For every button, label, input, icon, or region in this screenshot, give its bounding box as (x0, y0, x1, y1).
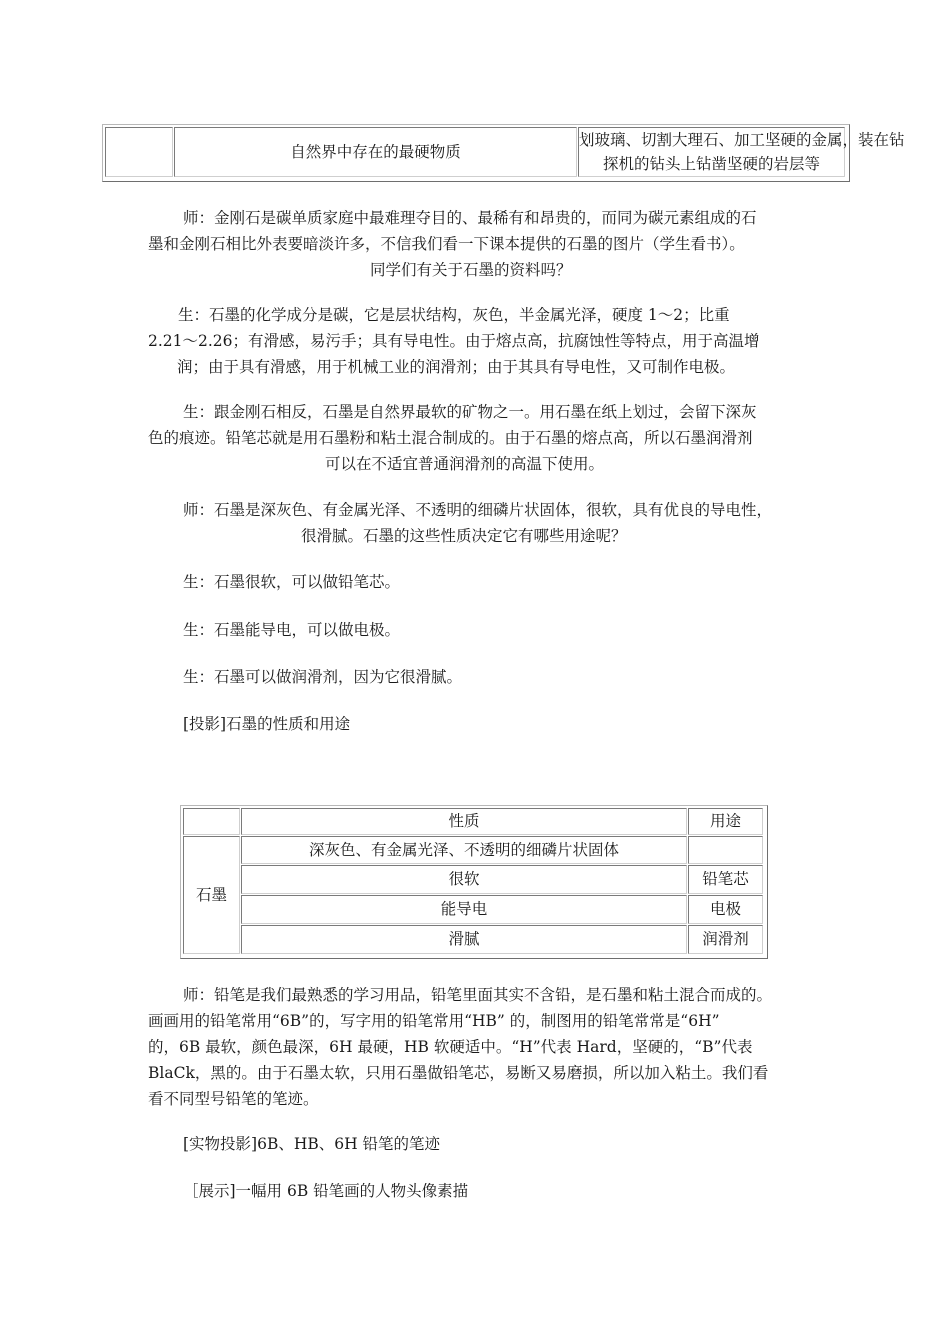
paragraph-3-line-3: 可以在不适宜普通润滑剂的高温下使用。 (325, 455, 605, 473)
row-1-use-cell (688, 836, 763, 864)
properties-table (180, 805, 768, 959)
row-1-property-text: 深灰色、有金属光泽、不透明的细磷片状固体 (308, 841, 619, 859)
row-3-property-text: 能导电 (440, 900, 488, 918)
paragraph-4-line-1: 师：石墨是深灰色、有金属光泽、不透明的细磷片状固体，很软，具有优良的导电性， (183, 501, 773, 519)
paragraph-1-line-3: 同学们有关于石墨的资料吗？ (370, 261, 572, 279)
paragraph-7: 生：石墨可以做润滑剂，因为它很滑腻。 (183, 668, 463, 686)
top-table-cell-1 (105, 127, 173, 177)
top-table (102, 124, 905, 182)
row-2-property-text: 很软 (448, 870, 480, 888)
paragraph-1-line-2: 墨和金刚石相比外表要暗淡许多，不信我们看一下课本提供的石墨的图片（学生看书）。 (148, 235, 745, 253)
top-table-cell-3-line-1: 划玻璃、切割大理石、加工坚硬的金属，装在钻 (579, 131, 905, 149)
row-2-property-cell (241, 865, 687, 894)
header-use-text: 用途 (709, 812, 741, 830)
paragraph-2-line-1: 生：石墨的化学成分是碳，它是层状结构，灰色，半金属光泽，硬度 1～2；比重 (178, 306, 730, 324)
paragraph-4-line-2: 很滑腻。石墨的这些性质决定它有哪些用途呢？ (301, 527, 627, 545)
paragraph-8: [投影]石墨的性质和用途 (183, 715, 351, 733)
top-table-cell-3 (578, 127, 905, 177)
top-table-cell-3-line-2: 探机的钻头上钻凿坚硬的岩层等 (602, 155, 820, 173)
paragraph-9-line-5: 看不同型号铅笔的笔迹。 (148, 1090, 319, 1108)
row-4-use-text: 润滑剂 (702, 930, 749, 948)
paragraph-2-line-2: 2.21～2.26；有滑感，易污手；具有导电性。由于熔点高，抗腐蚀性等特点，用于高温增 (148, 332, 760, 350)
subject-cell (183, 836, 240, 954)
row-4-use-cell (688, 925, 763, 954)
paragraph-9-line-2: 画画用的铅笔常用“6B”的，写字用的铅笔常用“HB” 的，制图用的铅笔常常是“6H” (148, 1012, 720, 1030)
header-use-cell (688, 808, 763, 835)
header-property-text: 性质 (448, 812, 480, 830)
paragraph-11: ［展示]一幅用 6B 铅笔画的人物头像素描 (183, 1182, 469, 1200)
paragraph-9-line-3: 的，6B 最软，颜色最深，6H 最硬，HB 软硬适中。“H”代表 Hard，坚硬的，“B”代表 (148, 1038, 753, 1056)
row-3-use-cell (688, 895, 763, 924)
top-table-cell-2-text: 自然界中存在的最硬物质 (290, 143, 461, 161)
paragraph-9-line-1: 师：铅笔是我们最熟悉的学习用品，铅笔里面其实不含铅，是石墨和粘土混合而成的。 (183, 986, 773, 1004)
paragraph-3-line-1: 生：跟金刚石相反，石墨是自然界最软的矿物之一。用石墨在纸上划过，会留下深灰 (183, 403, 757, 421)
row-1-property-cell (241, 836, 687, 864)
paragraph-2-line-3: 润；由于具有滑感，用于机械工业的润滑剂；由于其具有导电性，又可制作电极。 (177, 358, 736, 376)
paragraph-3-line-2: 色的痕迹。铅笔芯就是用石墨粉和粘土混合制成的。由于石墨的熔点高，所以石墨润滑剂 (148, 429, 753, 447)
paragraph-1-line-1: 师：金刚石是碳单质家庭中最难理夺目的、最稀有和昂贵的，而同为碳元素组成的石 (183, 209, 757, 227)
row-2-use-cell (688, 865, 763, 894)
paragraph-9-line-4: BlaCk，黑的。由于石墨太软，只用石墨做铅笔芯，易断又易磨损，所以加入粘土。我们看 (148, 1064, 769, 1082)
paragraph-5: 生：石墨很软，可以做铅笔芯。 (183, 573, 401, 591)
row-3-use-text: 电极 (709, 900, 741, 918)
row-2-use-text: 铅笔芯 (702, 870, 749, 888)
subject-text: 石墨 (195, 886, 227, 904)
row-4-property-cell (241, 925, 687, 954)
top-table-cell-2 (174, 127, 577, 177)
header-property-cell (241, 808, 687, 835)
header-blank-cell (183, 808, 240, 835)
row-3-property-cell (241, 895, 687, 924)
paragraph-10: [实物投影]6B、HB、6H 铅笔的笔迹 (183, 1135, 441, 1153)
row-4-property-text: 滑腻 (448, 930, 480, 948)
paragraph-6: 生：石墨能导电，可以做电极。 (183, 621, 401, 639)
